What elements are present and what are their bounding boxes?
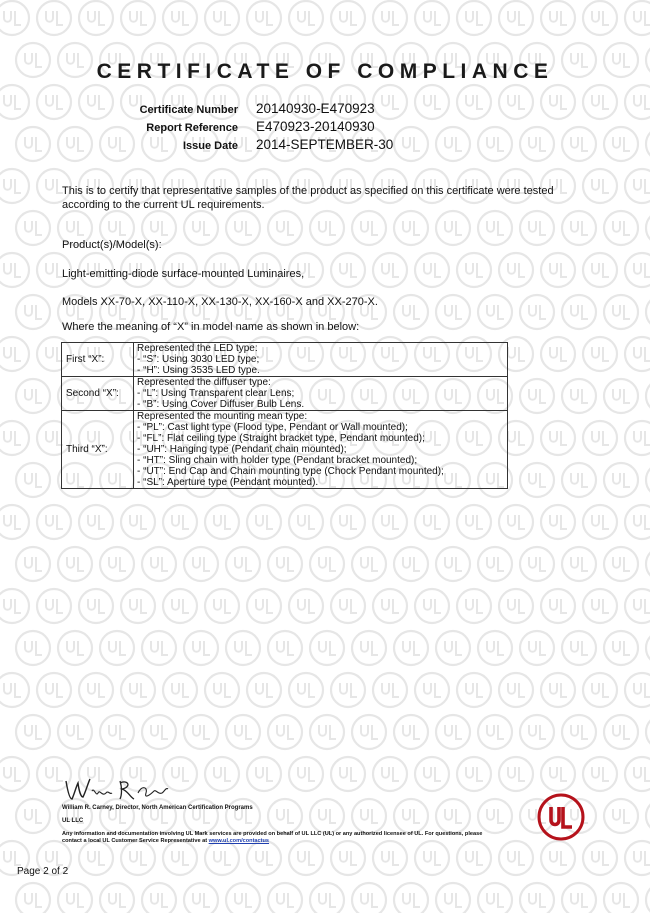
table-row [62,377,508,411]
description-line: Represented the diffuser type: [137,377,271,388]
description-line: - “L”: Using Transparent clear Lens; [137,388,295,399]
issue-date-label: Issue Date [182,140,238,152]
code-position-label: First “X”: [62,343,134,377]
description-line: - “UH”: Hanging type (Pendant chain mounted); [137,444,347,455]
description-line: - “S”: Using 3030 LED type; [137,354,260,365]
report-reference-value: E470923-20140930 [256,119,375,134]
product-description: Light-emitting-diode surface-mounted Luminaires, [62,268,305,280]
legal-fine-print [62,831,502,845]
models-list: Models XX-70-X, XX-110-X, XX-130-X, XX-160-X and XX-270-X. [62,296,378,308]
signatory-line: William R. Carney, Director, North American Certification Programs [62,805,253,811]
description-line: - “PL”: Cast light type (Flood type, Pendant or Wall mounted); [137,422,408,433]
certificate-number-value: 20140930-E470923 [256,101,375,116]
page-number: Page 2 of 2 [17,866,69,877]
description-line: - “B”: Using Cover Diffuser Bulb Lens. [137,399,305,410]
model-meaning-intro: Where the meaning of “X” in model name as shown in below: [62,321,360,333]
model-code-table [61,342,508,489]
company-name: UL LLC [62,818,84,824]
table-row [62,343,508,377]
issue-date-value: 2014-SEPTEMBER-30 [256,137,394,152]
code-position-label: Second “X”: [62,377,134,411]
code-description [134,377,508,411]
code-position-label: Third “X”: [62,411,134,489]
code-description [134,343,508,377]
signature-image [62,773,172,805]
certification-statement: This is to certify that representative samples of the product as specified on this certificate were tested according to the current UL requirements. [62,185,554,211]
description-line: - “H”: Using 3535 LED type. [137,365,260,376]
description-line: - “SL”: Aperture type (Pendant mounted). [137,477,319,488]
products-heading: Product(s)/Model(s): [62,239,162,251]
description-line: Represented the mounting mean type: [137,411,308,422]
description-line: Represented the LED type: [137,343,258,354]
contact-link[interactable]: www.ul.com/contactus [208,838,270,844]
description-line: - “HT”: Sling chain with holder type (Pendant bracket mounted); [137,455,418,466]
report-reference-label: Report Reference [146,122,238,134]
ul-logo-icon [537,793,585,841]
certificate-title: CERTIFICATE OF COMPLIANCE [96,60,554,83]
fine-print-text: Any information and documentation involving UL Mark services are provided on behalf of UL LLC (UL) or any authorized licensee of UL. For questions, please contact a local UL Customer Service Representative at [62,831,483,844]
description-line: - “UT”: End Cap and Chain mounting type (Chock Pendant mounted); [137,466,444,477]
description-line: - “FL”: Flat ceiling type (Straight bracket type, Pendant mounted); [137,433,425,444]
table-row [62,411,508,489]
certificate-number-label: Certificate Number [139,104,238,116]
code-description [134,411,508,489]
